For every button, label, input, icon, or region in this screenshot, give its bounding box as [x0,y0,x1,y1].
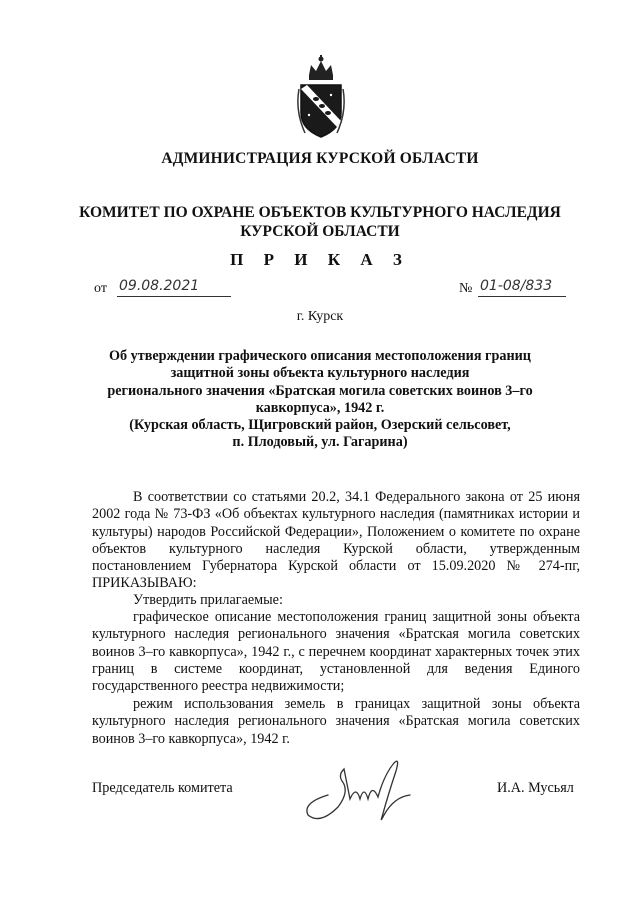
number-prefix: № [459,281,473,296]
subject-line: Об утверждении графического описания местоположения границ [108,348,531,364]
body-paragraph: графическое описание местоположения границ защитной зоны объекта культурного наследия регионального значения «Братская могила советских воинов 3–го кавкорпуса», 1942 г., с перечнем координат характерных точек этих границ в системе координат, установленной для ведения Единого государственного реестра недвижимости; [92,609,580,695]
committee-title-line-2: КУРСКОЙ ОБЛАСТИ [240,223,400,240]
kursk-coat-of-arms-icon [295,55,347,141]
committee-title-line-1: КОМИТЕТ ПО ОХРАНЕ ОБЪЕКТОВ КУЛЬТУРНОГО НАСЛЕДИЯ [79,204,561,221]
handwritten-signature-icon [298,755,426,825]
subject-line: защитной зоны объекта культурного наследия [170,365,470,382]
body-paragraph: Утвердить прилагаемые: [133,592,283,608]
signatory-position: Председатель комитета [92,780,233,796]
order-number: 01-08/833 [478,278,566,297]
city-label: г. Курск [296,309,344,324]
subject-line: кавкорпуса», 1942 г. [255,399,385,416]
order-date: 09.08.2021 [117,278,231,297]
document-type-title: П Р И К А З [230,250,410,269]
committee-title [0,203,640,241]
subject-line: п. Плодовый, ул. Гагарина) [232,434,408,451]
administration-title: АДМИНИСТРАЦИЯ КУРСКОЙ ОБЛАСТИ [161,150,479,167]
signatory-name: И.А. Мусьял [497,780,574,796]
order-subject [0,348,640,452]
date-prefix: от [94,281,107,296]
subject-line: (Курская область, Щигровский район, Озерский сельсовет, [129,417,511,434]
subject-line: регионального значения «Братская могила советских воинов 3–го [107,382,533,399]
body-paragraph: В соответствии со статьями 20.2, 34.1 Федерального закона от 25 июня 2002 года № 73-ФЗ «Об объектах культурного наследия (памятниках истории и культуры) народов Российской Федерации», Положением о комитете по охране объектов культурного наследия Курской области, утвержденным постановлением Губернатора Курской области от 15.09.2020 № 274-пг, ПРИКАЗЫВАЮ: [92,489,580,592]
body-paragraph: режим использования земель в границах защитной зоны объекта культурного наследия регионального значения «Братская могила советских воинов 3–го кавкорпуса», 1942 г. [92,696,580,747]
